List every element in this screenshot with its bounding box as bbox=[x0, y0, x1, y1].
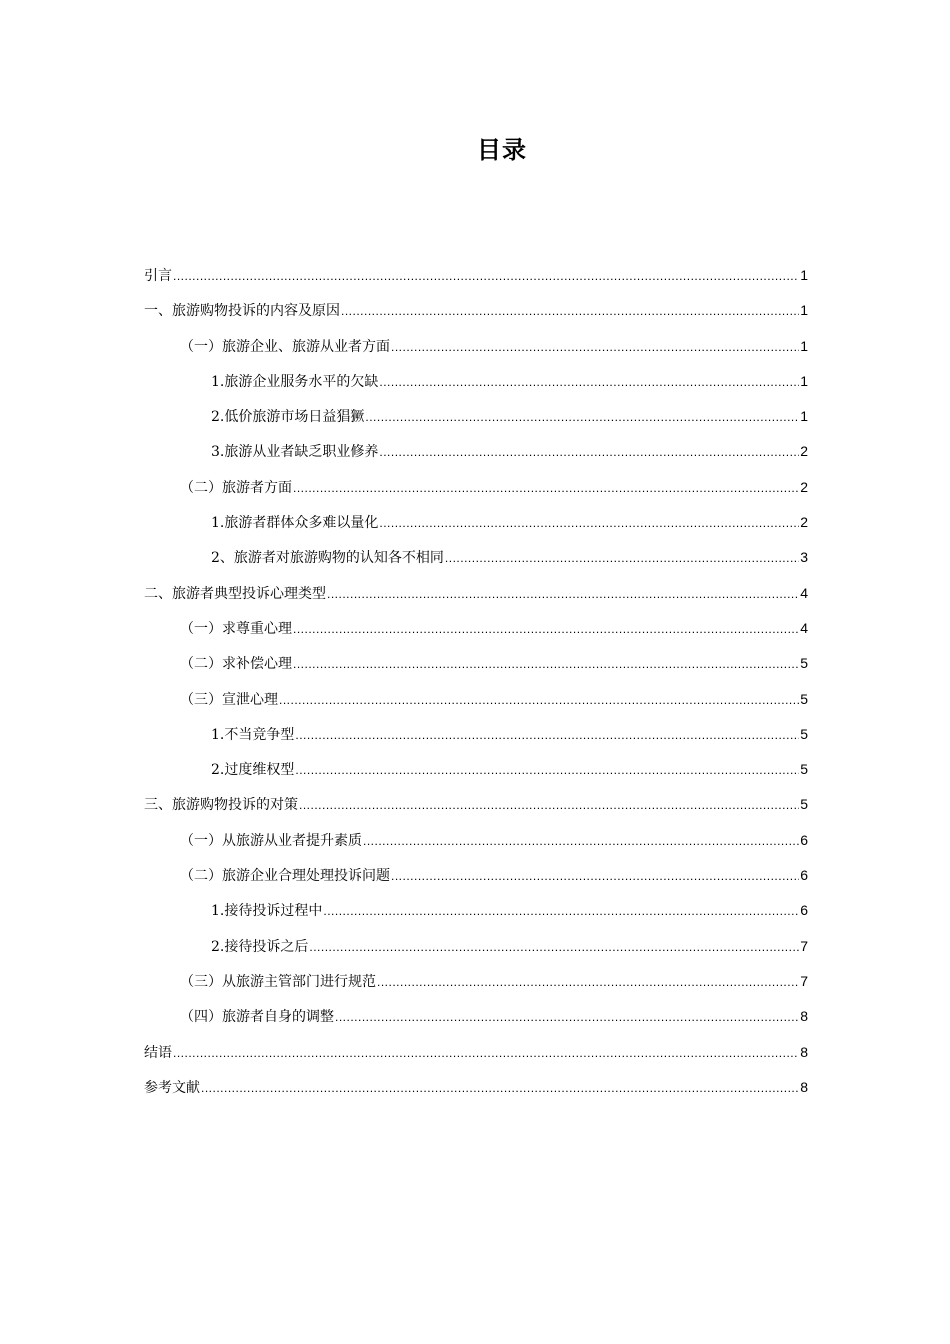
toc-entry-title: 1.不当竞争型 bbox=[211, 726, 295, 743]
toc-entry-title: （二）旅游企业合理处理投诉问题 bbox=[180, 868, 390, 885]
toc-entry[interactable] bbox=[144, 404, 808, 439]
toc-dot-leader bbox=[293, 617, 799, 641]
toc-page-number: 1 bbox=[800, 372, 808, 389]
toc-page-number: 4 bbox=[800, 584, 808, 601]
toc-dot-leader bbox=[173, 264, 799, 288]
toc-entry[interactable] bbox=[144, 510, 808, 545]
toc-entry-title: （三）从旅游主管部门进行规范 bbox=[180, 973, 376, 990]
toc-dot-leader bbox=[293, 476, 799, 500]
toc-entry-title: 结语 bbox=[144, 1044, 172, 1061]
toc-dot-leader bbox=[391, 335, 799, 359]
toc-entry[interactable] bbox=[144, 898, 808, 933]
toc-page-number: 3 bbox=[800, 549, 808, 566]
toc-page-number: 6 bbox=[800, 867, 808, 884]
toc-entry-title: 2.低价旅游市场日益猖獗 bbox=[211, 409, 365, 426]
toc-entry-title: 参考文献 bbox=[144, 1079, 200, 1096]
toc-page-number: 5 bbox=[800, 761, 808, 778]
toc-entry[interactable] bbox=[144, 334, 808, 369]
toc-entry[interactable] bbox=[144, 616, 808, 651]
toc-entry[interactable] bbox=[144, 1004, 808, 1039]
toc-dot-leader bbox=[379, 370, 799, 394]
toc-page-number: 8 bbox=[800, 1043, 808, 1060]
page-title: 目录 bbox=[477, 136, 527, 164]
table-of-contents bbox=[144, 263, 808, 1110]
toc-entry-title: （二）旅游者方面 bbox=[180, 479, 292, 496]
toc-entry-title: 1.接待投诉过程中 bbox=[211, 903, 323, 920]
toc-dot-leader bbox=[299, 793, 799, 817]
toc-dot-leader bbox=[293, 652, 799, 676]
toc-dot-leader bbox=[377, 970, 799, 994]
toc-page-number: 5 bbox=[800, 725, 808, 742]
toc-entry[interactable] bbox=[144, 757, 808, 792]
toc-page-number: 1 bbox=[800, 267, 808, 283]
toc-page-number: 7 bbox=[800, 937, 808, 954]
toc-entry[interactable] bbox=[144, 969, 808, 1004]
toc-dot-leader bbox=[327, 582, 799, 606]
toc-page-number: 7 bbox=[800, 972, 808, 989]
toc-dot-leader bbox=[295, 758, 799, 782]
toc-dot-leader bbox=[445, 546, 799, 570]
toc-entry-title: 3.旅游从业者缺乏职业修养 bbox=[211, 444, 379, 461]
toc-page-number: 5 bbox=[800, 655, 808, 672]
toc-entry-title: 引言 bbox=[144, 268, 172, 284]
toc-page-number: 1 bbox=[800, 408, 808, 425]
toc-dot-leader bbox=[279, 688, 799, 712]
toc-page-number: 2 bbox=[800, 514, 808, 531]
toc-entry[interactable] bbox=[144, 934, 808, 969]
toc-page-number: 1 bbox=[800, 302, 808, 319]
toc-entry[interactable] bbox=[144, 298, 808, 333]
toc-page-number: 6 bbox=[800, 831, 808, 848]
toc-entry-title: 2、旅游者对旅游购物的认知各不相同 bbox=[211, 550, 444, 567]
toc-entry-title: （一）旅游企业、旅游从业者方面 bbox=[180, 338, 390, 355]
toc-dot-leader bbox=[379, 440, 799, 464]
toc-dot-leader bbox=[201, 1076, 799, 1100]
toc-dot-leader bbox=[379, 511, 799, 535]
toc-dot-leader bbox=[335, 1005, 799, 1029]
toc-page-number: 5 bbox=[800, 690, 808, 707]
toc-dot-leader bbox=[341, 299, 799, 323]
toc-page-number: 8 bbox=[800, 1078, 808, 1095]
toc-dot-leader bbox=[173, 1041, 799, 1065]
toc-entry[interactable] bbox=[144, 1075, 808, 1110]
toc-page-number: 8 bbox=[800, 1008, 808, 1025]
toc-entry[interactable] bbox=[144, 263, 808, 298]
toc-entry-title: （一）从旅游从业者提升素质 bbox=[180, 832, 362, 849]
toc-page-number: 6 bbox=[800, 902, 808, 919]
toc-page-number: 5 bbox=[800, 796, 808, 813]
toc-entry-title: 2.过度维权型 bbox=[211, 762, 295, 779]
toc-dot-leader bbox=[295, 723, 799, 747]
toc-entry-title: （二）求补偿心理 bbox=[180, 656, 292, 673]
toc-page-number: 2 bbox=[800, 443, 808, 460]
toc-dot-leader bbox=[363, 829, 799, 853]
toc-dot-leader bbox=[309, 935, 799, 959]
toc-entry[interactable] bbox=[144, 369, 808, 404]
toc-entry-title: 1.旅游者群体众多难以量化 bbox=[211, 515, 379, 532]
toc-entry[interactable] bbox=[144, 687, 808, 722]
toc-entry-title: （四）旅游者自身的调整 bbox=[180, 1009, 334, 1026]
toc-page-number: 4 bbox=[800, 619, 808, 636]
toc-entry-title: 1.旅游企业服务水平的欠缺 bbox=[211, 373, 379, 390]
toc-page-number: 2 bbox=[800, 478, 808, 495]
toc-entry[interactable] bbox=[144, 545, 808, 580]
toc-entry-title: 一、旅游购物投诉的内容及原因 bbox=[144, 303, 340, 320]
toc-entry-title: （一）求尊重心理 bbox=[180, 620, 292, 637]
toc-dot-leader bbox=[391, 864, 799, 888]
toc-entry-title: 三、旅游购物投诉的对策 bbox=[144, 797, 298, 814]
toc-page-number: 1 bbox=[800, 337, 808, 354]
toc-entry-title: 2.接待投诉之后 bbox=[211, 938, 309, 955]
toc-dot-leader bbox=[365, 405, 799, 429]
toc-entry[interactable] bbox=[144, 475, 808, 510]
toc-entry[interactable] bbox=[144, 581, 808, 616]
toc-entry[interactable] bbox=[144, 651, 808, 686]
toc-entry[interactable] bbox=[144, 828, 808, 863]
toc-entry[interactable] bbox=[144, 863, 808, 898]
toc-entry[interactable] bbox=[144, 792, 808, 827]
toc-entry-title: 二、旅游者典型投诉心理类型 bbox=[144, 585, 326, 602]
toc-dot-leader bbox=[323, 899, 799, 923]
toc-entry[interactable] bbox=[144, 439, 808, 474]
toc-entry[interactable] bbox=[144, 722, 808, 757]
toc-entry-title: （三）宣泄心理 bbox=[180, 691, 278, 708]
toc-entry[interactable] bbox=[144, 1040, 808, 1075]
